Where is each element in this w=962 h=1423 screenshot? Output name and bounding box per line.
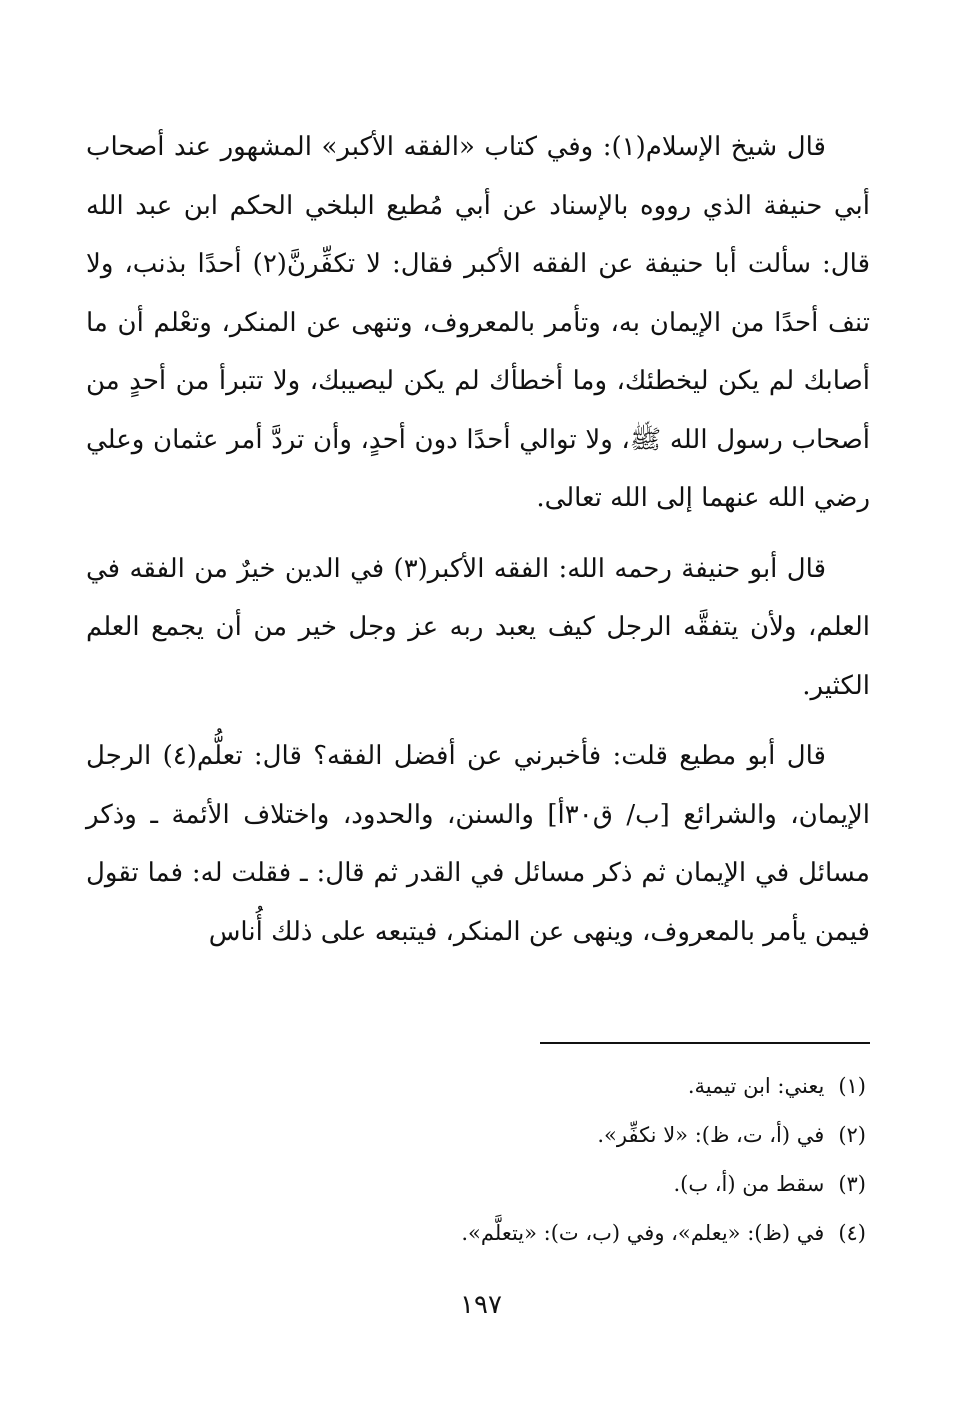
paragraph-3: قال أبو مطيع قلت: فأخبرني عن أفضل الفقه؟ قال: تعلُّم(٤) الرجل الإيمان، والشرائع [ب/ ق٣٠أ] والسنن، والحدود، واختلاف الأئمة ـ وذكر مسائل في الإيمان ثم ذكر مسائل في القدر ثم قال: ـ فقلت له: فما تقول فيمن يأمر بالمعروف، وينهى عن المنكر، فيتبعه على ذلك أُناس [86,741,870,947]
footnote-number: (١) [838,1074,866,1098]
footnote-2 [86,1111,870,1160]
footnote-number: (٢) [838,1123,866,1147]
paragraph-2: قال أبو حنيفة رحمه الله: الفقه الأكبر(٣) في الدين خيرٌ من الفقه في العلم، ولأن يتفقَّه الرجل كيف يعبد ربه عز وجل خير من أن يجمع العلم الكثير. [86,553,870,701]
footnote-text: في (أ، ت، ظ): «لا نكفِّر». [597,1123,825,1147]
paragraph-1: قال شيخ الإسلام(١): وفي كتاب «الفقه الأكبر» المشهور عند أصحاب أبي حنيفة الذي رووه بالإسناد عن أبي مُطيع البلخي الحكم ابن عبد الله قال: سألت أبا حنيفة عن الفقه الأكبر فقال: لا تكفِّرنَّ(٢) أحدًا بذنب، ولا تنف أحدًا من الإيمان به، وتأمر بالمعروف، وتنهى عن المنكر، وتعْلم أن ما أصابك لم يكن ليخطئك، وما أخطأك لم يكن ليصيبك، ولا تتبرأ من أحدٍ من أصحاب رسول الله ﷺ، ولا توالي أحدًا دون أحدٍ، وأن تردَّ أمر عثمان وعلي رضي الله عنهما إلى الله تعالى. [86,132,870,513]
footnote-4 [86,1209,870,1258]
footnote-number: (٤) [838,1221,866,1245]
footnote-text: في (ظ): «يعلم»، وفي (ب، ت): «يتعلَّم». [461,1221,825,1245]
footnote-3 [86,1160,870,1209]
page-number: ١٩٧ [460,1290,502,1320]
footnote-text: سقط من (أ، ب). [673,1172,825,1196]
footnote-1 [86,1062,870,1111]
footnotes-divider [540,1042,870,1044]
footnote-text: يعني: ابن تيمية. [687,1074,825,1098]
footnote-number: (٣) [838,1172,866,1196]
main-text [86,118,870,973]
footnotes [86,1062,870,1258]
